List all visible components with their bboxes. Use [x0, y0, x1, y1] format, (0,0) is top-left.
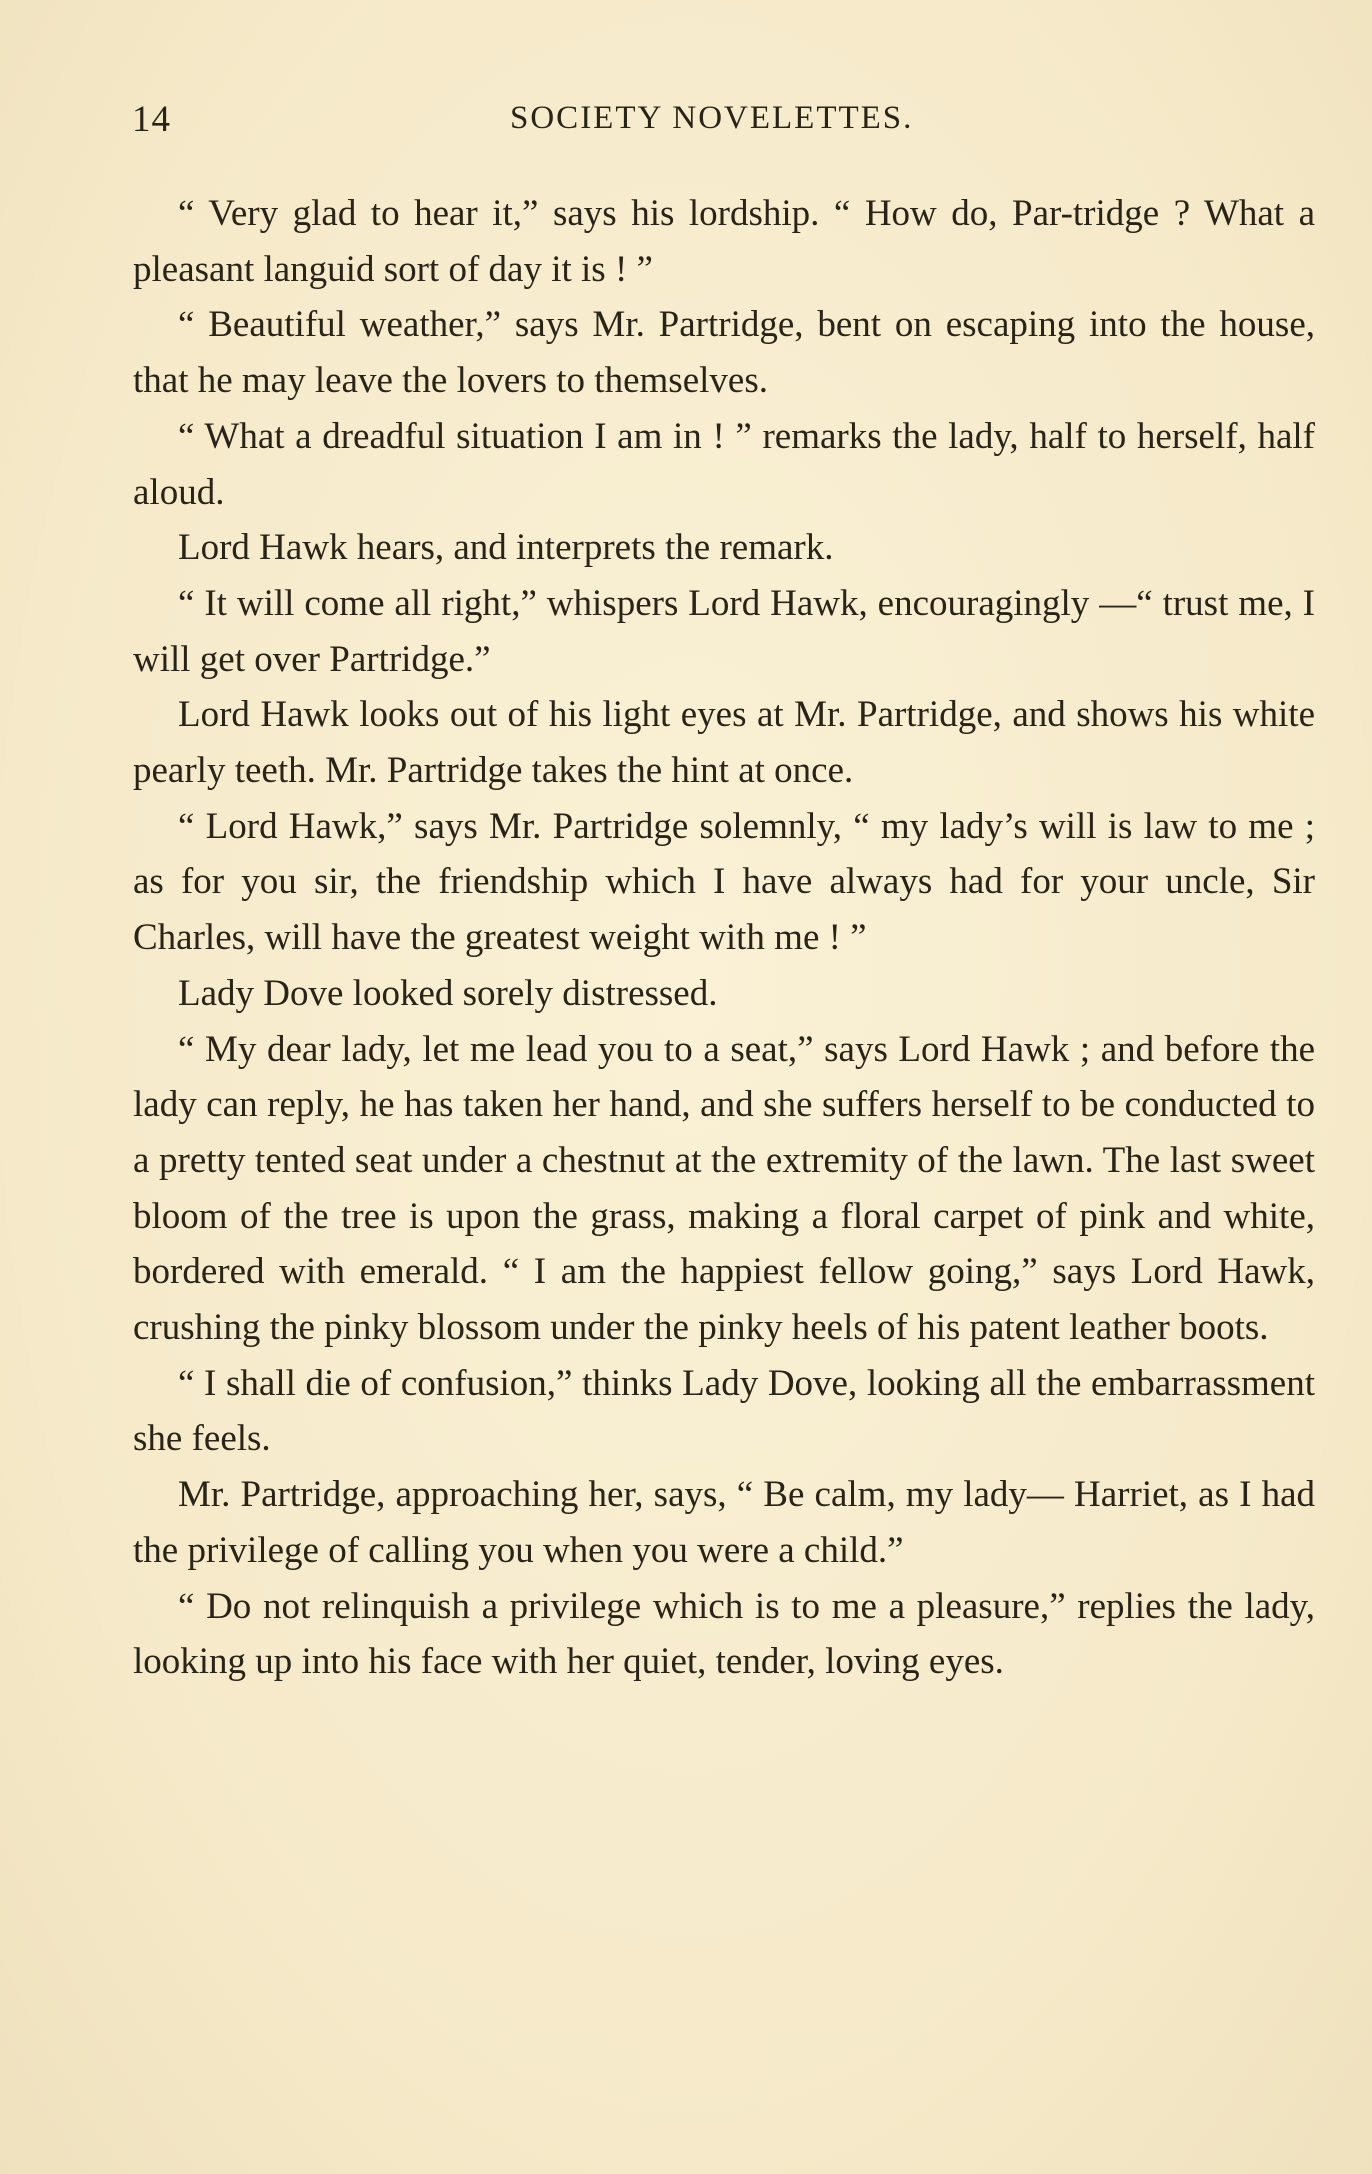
paragraph: “ What a dreadful situation I am in ! ” remarks the lady, half to herself, half aloud. [133, 415, 1315, 513]
running-title: SOCIETY NOVELETTES. [510, 100, 914, 136]
page-number: 14 [132, 99, 171, 140]
paragraph: “ Very glad to hear it,” says his lordship. “ How do, Par-tridge ? What a pleasant languid sort of day it is ! ” [133, 193, 1315, 290]
paragraph: “ Do not relinquish a privilege which is to me a pleasure,” replies the lady, looking up into his face with her quiet, tender, loving eyes. [133, 1585, 1315, 1683]
paragraph: “ Lord Hawk,” says Mr. Partridge solemnly, “ my lady’s will is law to me ; as for you sir, the friendship which I have always had for your uncle, Sir Charles, will have the greatest weight with me ! ” [133, 805, 1315, 959]
paragraph: “ I shall die of confusion,” thinks Lady Dove, looking all the embarrassment she feels. [133, 1362, 1315, 1460]
paragraph: Lady Dove looked sorely distressed. [178, 972, 718, 1014]
page-header [132, 98, 1312, 154]
body-text [133, 186, 1315, 1690]
paragraph: Lord Hawk looks out of his light eyes at Mr. Partridge, and shows his white pearly teeth. Mr. Partridge takes the hint at once. [133, 694, 1315, 792]
paragraph: Mr. Partridge, approaching her, says, “ Be calm, my lady— Harriet, as I had the privilege of calling you when you were a child.” [133, 1474, 1315, 1571]
paragraph: “ Beautiful weather,” says Mr. Partridge, bent on escaping into the house, that he may leave the lovers to themselves. [133, 304, 1315, 402]
paragraph: Lord Hawk hears, and interprets the remark. [178, 527, 834, 569]
paragraph: “ My dear lady, let me lead you to a seat,” says Lord Hawk ; and before the lady can reply, he has taken her hand, and she suffers herself to be conducted to a pretty tented seat under a chestnut at the extremity of the lawn. The last sweet bloom of the tree is upon the grass, making a floral carpet of pink and white, bordered with emerald. “ I am the happiest fellow going,” says Lord Hawk, crushing the pinky blossom under the pinky heels of his patent leather boots. [133, 1028, 1315, 1349]
paragraph: “ It will come all right,” whispers Lord Hawk, encouragingly —“ trust me, I will get over Partridge.” [133, 582, 1315, 680]
